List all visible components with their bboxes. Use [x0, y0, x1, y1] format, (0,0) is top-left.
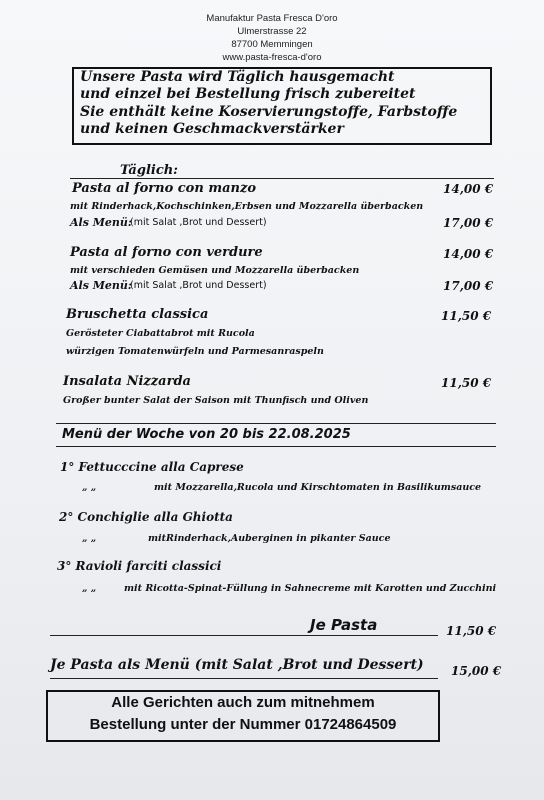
menu-desc-verdure: (mit Salat ,Brot und Dessert)	[130, 280, 267, 291]
weekly-item-3-desc: mit Ricotta-Spinat-Füllung in Sahnecreme mit Karotten und Zucchini	[124, 583, 497, 594]
menu-label-manzo: Als Menü:	[70, 216, 132, 229]
menu-price-verdure: 17,00 €	[443, 279, 494, 293]
intro-line-2: und einzel bei Bestellung frisch zubereitet	[80, 86, 416, 102]
weekly-item-3-ditto: „ „	[82, 583, 97, 594]
item-price-bruschetta: 11,50 €	[441, 309, 492, 323]
city-address: 87700 Memmingen	[231, 39, 313, 50]
item-price-verdure: 14,00 €	[443, 247, 494, 261]
weekly-item-2-title: 2° Conchiglie alla Ghiotta	[59, 510, 233, 524]
weekly-item-3-title: 3° Ravioli farciti classici	[57, 559, 222, 573]
item-name-verdure: Pasta al forno con verdure	[70, 245, 263, 260]
item-desc-verdure: mit verschieden Gemüsen und Mozzarella überbacken	[70, 265, 360, 276]
menu-desc-manzo: (mit Salat ,Brot und Dessert)	[130, 217, 267, 228]
je-menu-label: Je Pasta als Menü (mit Salat ,Brot und Dessert)	[50, 657, 424, 673]
business-name: Manufaktur Pasta Fresca D'oro	[206, 13, 338, 24]
item-name-manzo: Pasta al forno con manzo	[72, 181, 257, 196]
intro-line-3: Sie enthält keine Koservierungstoffe, Farbstoffe	[80, 104, 458, 120]
item-price-manzo: 14,00 €	[443, 182, 494, 196]
weekly-bottom-divider	[56, 446, 496, 447]
je-pasta-underline	[50, 635, 438, 636]
menu-label-verdure: Als Menü:	[70, 279, 132, 292]
weekly-item-1-ditto: „ „	[82, 482, 97, 493]
item-name-nizzarda: Insalata Nizzarda	[63, 374, 191, 389]
je-pasta-price: 11,50 €	[446, 624, 497, 638]
weekly-item-1-title: 1° Fettucccine alla Caprese	[60, 460, 244, 474]
weekly-item-2-desc: mitRinderhack,Auberginen in pikanter Sauce	[148, 533, 391, 544]
daily-heading: Täglich:	[120, 163, 178, 178]
intro-line-4: und keinen Geschmackverstärker	[80, 121, 344, 137]
weekly-top-divider	[56, 423, 496, 424]
je-menu-price: 15,00 €	[451, 664, 502, 678]
item-price-nizzarda: 11,50 €	[441, 376, 492, 390]
item-desc-manzo: mit Rinderhack,Kochschinken,Erbsen und Mozzarella überbacken	[70, 201, 424, 212]
weekly-item-1-desc: mit Mozzarella,Rucola und Kirschtomaten in Basilikumsauce	[154, 482, 482, 493]
menu-price-manzo: 17,00 €	[443, 216, 494, 230]
item-desc2-bruschetta: würzigen Tomatenwürfeln und Parmesanraspeln	[66, 346, 324, 357]
footer-line-1: Alle Gerichten auch zum mitnehmem	[111, 694, 375, 711]
item-desc-bruschetta: Gerösteter Ciabattabrot mit Rucola	[66, 328, 255, 339]
street-address: Ulmerstrasse 22	[237, 26, 307, 37]
item-name-bruschetta: Bruschetta classica	[66, 307, 209, 322]
daily-divider	[70, 178, 494, 179]
item-desc-nizzarda: Großer bunter Salat der Saison mit Thunfisch und Oliven	[63, 395, 369, 406]
website: www.pasta-fresca-d'oro	[222, 52, 322, 63]
je-menu-underline	[50, 678, 438, 679]
intro-line-1: Unsere Pasta wird Täglich hausgemacht	[80, 69, 395, 85]
je-pasta-label: Je Pasta	[310, 616, 378, 634]
footer-line-2: Bestellung unter der Nummer 01724864509	[89, 716, 397, 733]
weekly-heading: Menü der Woche von 20 bis 22.08.2025	[62, 427, 351, 442]
weekly-item-2-ditto: „ „	[82, 533, 97, 544]
